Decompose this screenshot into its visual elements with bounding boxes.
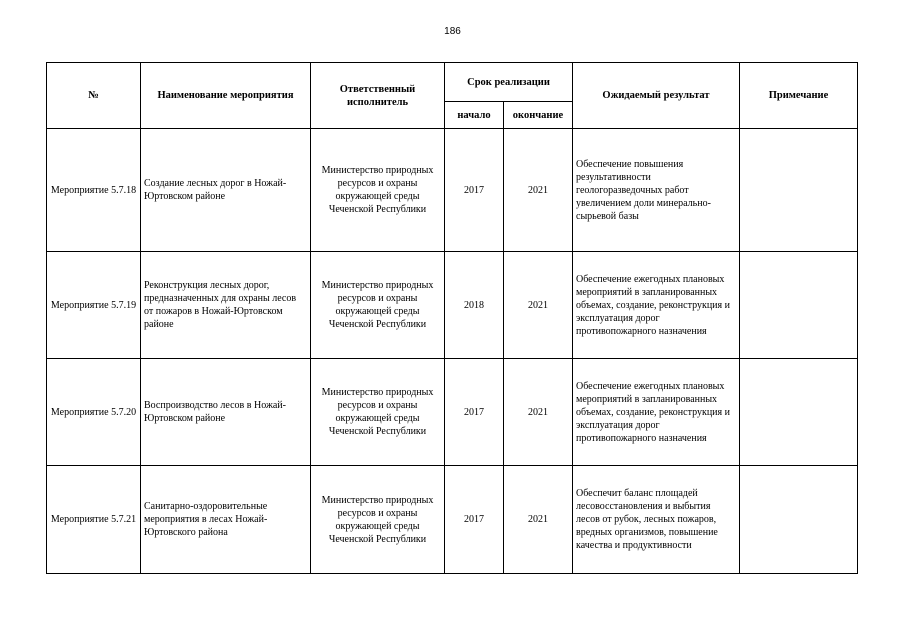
cell-expected-result: Обеспечит баланс площадей лесовосстановления и выбытия лесов от рубок, лесных пожаров, вредных организмов, повышение качества и продуктивности [573,466,740,574]
cell-expected-result: Обеспечение повышения результативности геологоразведочных работ увеличением доли минерально-сырьевой базы [573,129,740,252]
cell-number: Мероприятие 5.7.20 [47,359,141,466]
cell-start-year: 2017 [445,359,504,466]
header-expected-result: Ожидаемый результат [573,63,740,129]
cell-executor: Министерство природных ресурсов и охраны окружающей среды Чеченской Республики [311,129,445,252]
cell-executor: Министерство природных ресурсов и охраны окружающей среды Чеченской Республики [311,359,445,466]
cell-number: Мероприятие 5.7.18 [47,129,141,252]
table-row [47,359,858,466]
cell-end-year: 2021 [504,466,573,574]
header-number: № [47,63,141,129]
cell-measure-name: Воспроизводство лесов в Ножай-Юртовском районе [141,359,311,466]
header-note: Примечание [740,63,858,129]
cell-number: Мероприятие 5.7.19 [47,252,141,359]
table-row [47,466,858,574]
cell-start-year: 2017 [445,129,504,252]
cell-expected-result: Обеспечение ежегодных плановых мероприятий в запланированных объемах, создание, реконструкция и эксплуатация дорог противопожарного назначения [573,252,740,359]
header-executor: Ответственный исполнитель [311,63,445,129]
cell-measure-name: Создание лесных дорог в Ножай-Юртовском районе [141,129,311,252]
cell-end-year: 2021 [504,129,573,252]
header-period: Срок реализации [445,63,573,102]
cell-executor: Министерство природных ресурсов и охраны окружающей среды Чеченской Республики [311,466,445,574]
cell-note [740,359,858,466]
cell-start-year: 2017 [445,466,504,574]
cell-note [740,466,858,574]
cell-measure-name: Реконструкция лесных дорог, предназначенных для охраны лесов от пожаров в Ножай-Юртовском районе [141,252,311,359]
table-row [47,252,858,359]
cell-start-year: 2018 [445,252,504,359]
cell-executor: Министерство природных ресурсов и охраны окружающей среды Чеченской Республики [311,252,445,359]
cell-end-year: 2021 [504,252,573,359]
cell-note [740,129,858,252]
table-row [47,129,858,252]
cell-end-year: 2021 [504,359,573,466]
table-header-row [47,63,858,102]
measures-table [46,62,858,574]
cell-note [740,252,858,359]
header-measure-name: Наименование мероприятия [141,63,311,129]
header-end: окончание [504,102,573,129]
page-number: 186 [444,26,461,37]
cell-expected-result: Обеспечение ежегодных плановых мероприятий в запланированных объемах, создание, реконструкция и эксплуатация дорог противопожарного назначения [573,359,740,466]
header-start: начало [445,102,504,129]
cell-measure-name: Санитарно-оздоровительные мероприятия в лесах Ножай-Юртовского района [141,466,311,574]
cell-number: Мероприятие 5.7.21 [47,466,141,574]
